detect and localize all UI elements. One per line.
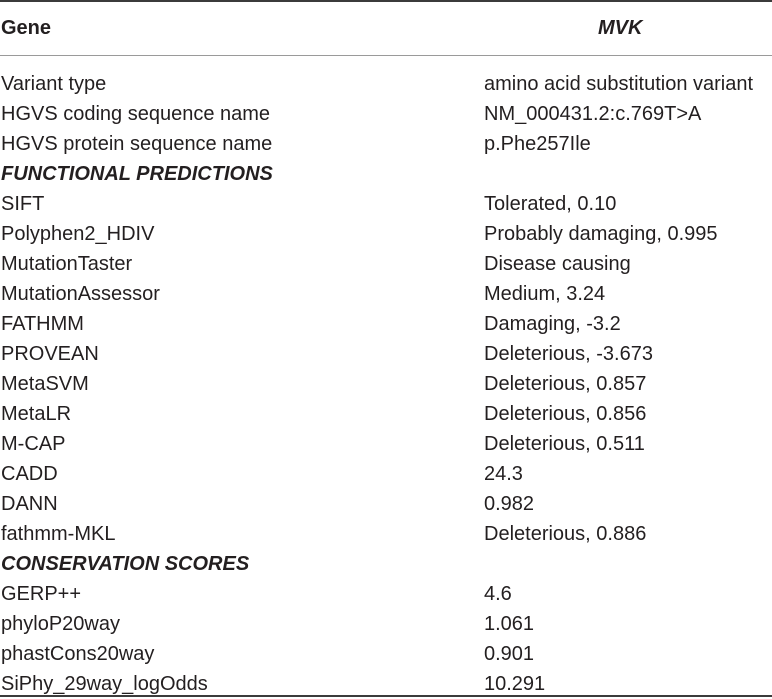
row-label: DANN: [1, 493, 58, 515]
section-heading-row: [0, 159, 772, 189]
section-heading: CONSERVATION SCORES: [1, 553, 250, 575]
row-label: MetaSVM: [1, 373, 89, 395]
section-heading: FUNCTIONAL PREDICTIONS: [1, 163, 273, 185]
header-gene-value: MVK: [598, 17, 643, 39]
row-value: Deleterious, 0.511: [484, 433, 645, 455]
table-row: [0, 339, 772, 369]
row-value: 0.901: [484, 643, 535, 665]
table-body: [0, 69, 772, 699]
row-label: MetaLR: [1, 403, 72, 425]
row-label: M-CAP: [1, 433, 66, 455]
row-label: HGVS coding sequence name: [1, 103, 271, 125]
table-row: [0, 189, 772, 219]
table-row: [0, 459, 772, 489]
row-value: 4.6: [484, 583, 512, 605]
row-value: 1.061: [484, 613, 535, 635]
table-row: [0, 579, 772, 609]
table-row: [0, 519, 772, 549]
row-value: Damaging, -3.2: [484, 313, 621, 335]
row-value: Tolerated, 0.10: [484, 193, 617, 215]
row-value: 0.982: [484, 493, 535, 515]
row-label: GERP++: [1, 583, 82, 605]
table-row: [0, 609, 772, 639]
row-value: Deleterious, 0.856: [484, 403, 647, 425]
row-label: SiPhy_29way_logOdds: [1, 673, 208, 695]
row-value: NM_000431.2:c.769T>A: [484, 103, 702, 125]
table-row: [0, 369, 772, 399]
row-label: fathmm-MKL: [1, 523, 116, 545]
row-value: Disease causing: [484, 253, 631, 275]
table-header: [0, 2, 772, 55]
row-value: p.Phe257Ile: [484, 133, 591, 155]
table-row: [0, 249, 772, 279]
table-row: [0, 69, 772, 99]
header-gene-label: Gene: [1, 17, 52, 39]
row-label: phastCons20way: [1, 643, 155, 665]
row-value: Medium, 3.24: [484, 283, 606, 305]
table-row: [0, 279, 772, 309]
table-row: [0, 99, 772, 129]
row-value: Deleterious, 0.857: [484, 373, 647, 395]
row-label: CADD: [1, 463, 58, 485]
row-label: MutationAssessor: [1, 283, 160, 305]
row-label: PROVEAN: [1, 343, 99, 365]
table-row: [0, 489, 772, 519]
row-value: 10.291: [484, 673, 546, 695]
row-label: SIFT: [1, 193, 45, 215]
table-row: [0, 399, 772, 429]
header-divider: [0, 55, 772, 56]
row-label: HGVS protein sequence name: [1, 133, 273, 155]
row-label: FATHMM: [1, 313, 84, 335]
row-value: Deleterious, -3.673: [484, 343, 653, 365]
row-value: 24.3: [484, 463, 523, 485]
row-value: Probably damaging, 0.995: [484, 223, 718, 245]
row-label: phyloP20way: [1, 613, 120, 635]
table-row: [0, 309, 772, 339]
row-label: MutationTaster: [1, 253, 133, 275]
table-row: [0, 129, 772, 159]
table-row: [0, 429, 772, 459]
table-row: [0, 639, 772, 669]
section-heading-row: [0, 549, 772, 579]
table-row: [0, 219, 772, 249]
row-value: Deleterious, 0.886: [484, 523, 647, 545]
row-value: amino acid substitution variant: [484, 73, 754, 95]
row-label: Variant type: [1, 73, 107, 95]
row-label: Polyphen2_HDIV: [1, 223, 155, 245]
